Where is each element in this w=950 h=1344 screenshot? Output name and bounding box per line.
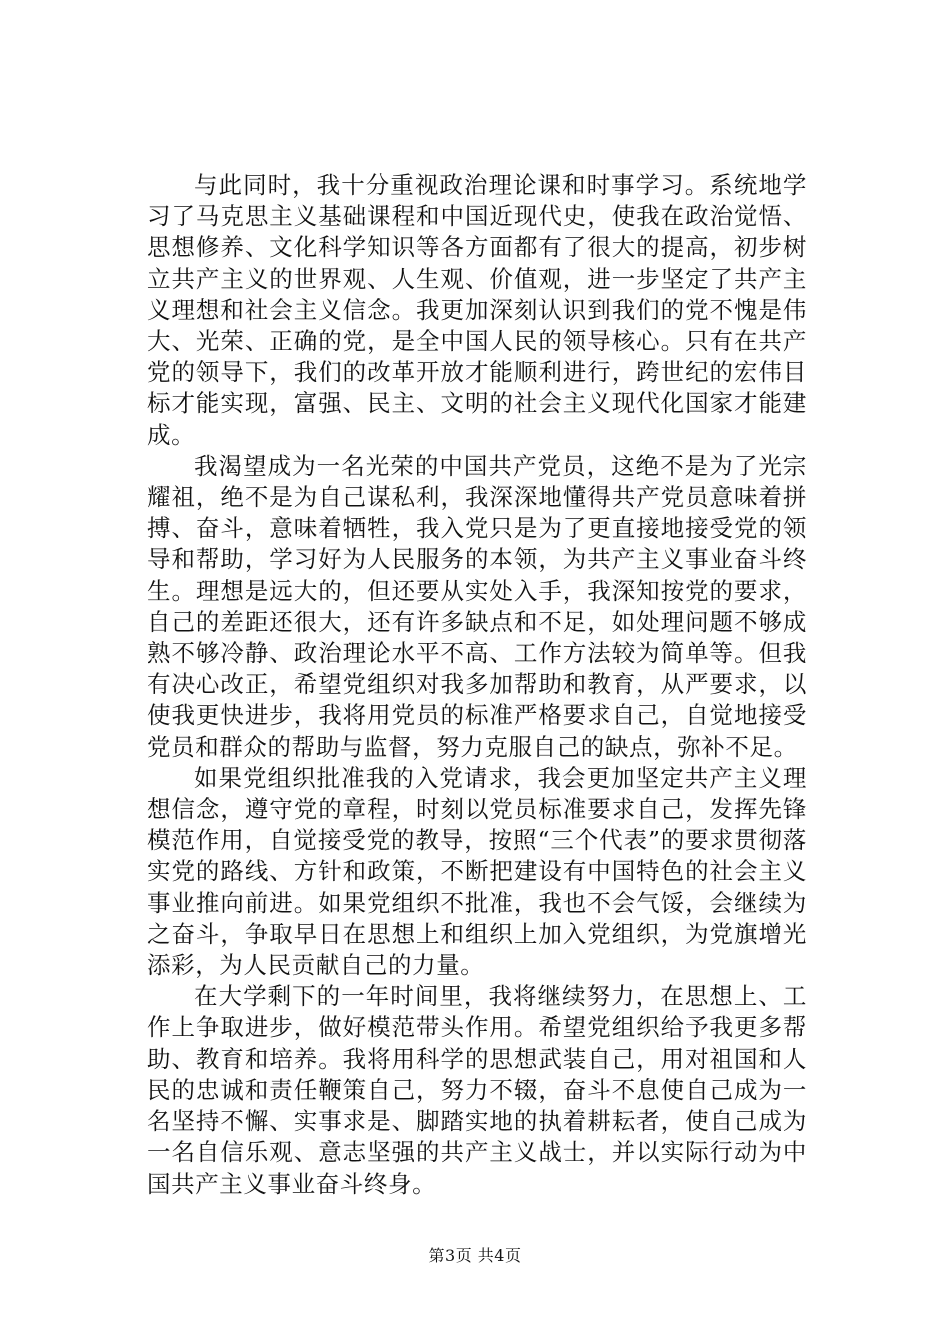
document-body [147, 170, 807, 1200]
paragraph: 与此同时，我十分重视政治理论课和时事学习。系统地学习了马克思主义基础课程和中国近现代史，使我在政治觉悟、思想修养、文化科学知识等各方面都有了很大的提高，初步树立共产主义的世界观、人生观、价值观，进一步坚定了共产主义理想和社会主义信念。我更加深刻认识到我们的党不愧是伟大、光荣、正确的党，是全中国人民的领导核心。只有在共产党的领导下，我们的改革开放才能顺利进行，跨世纪的宏伟目标才能实现，富强、民主、文明的社会主义现代化国家才能建成。 [147, 171, 807, 449]
paragraph: 如果党组织批准我的入党请求，我会更加坚定共产主义理想信念，遵守党的章程，时刻以党员标准要求自己，发挥先锋模范作用，自觉接受党的教导，按照“三个代表”的要求贯彻落实党的路线、方针和政策，不断把建设有中国特色的社会主义事业推向前进。如果党组织不批准，我也不会气馁，会继续为之奋斗，争取早日在思想上和组织上加入党组织，为党旗增光添彩，为人民贡献自己的力量。 [147, 763, 807, 980]
paragraph: 我渴望成为一名光荣的中国共产党员，这绝不是为了光宗耀祖，绝不是为自己谋私利，我深深地懂得共产党员意味着拼搏、奋斗，意味着牺牲，我入党只是为了更直接地接受党的领导和帮助，学习好为人民服务的本领，为共产主义事业奋斗终生。理想是远大的，但还要从实处入手，我深知按党的要求，自己的差距还很大，还有许多缺点和不足，如处理问题不够成熟不够冷静、政治理论水平不高、工作方法较为简单等。但我有决心改正，希望党组织对我多加帮助和教育，从严要求，以使我更快进步，我将用党员的标准严格要求自己，自觉地接受党员和群众的帮助与监督，努力克服自己的缺点，弥补不足。 [147, 451, 807, 761]
paragraph: 在大学剩下的一年时间里，我将继续努力，在思想上、工作上争取进步，做好模范带头作用。希望党组织给予我更多帮助、教育和培养。我将用科学的思想武装自己，用对祖国和人民的忠诚和责任鞭策自己，努力不辍，奋斗不息使自己成为一名坚持不懈、实事求是、脚踏实地的执着耕耘者，使自己成为一名自信乐观、意志坚强的共产主义战士，并以实际行动为中国共产主义事业奋斗终身。 [147, 982, 807, 1198]
page-number-footer: 第3页 共4页 [428, 1246, 522, 1265]
